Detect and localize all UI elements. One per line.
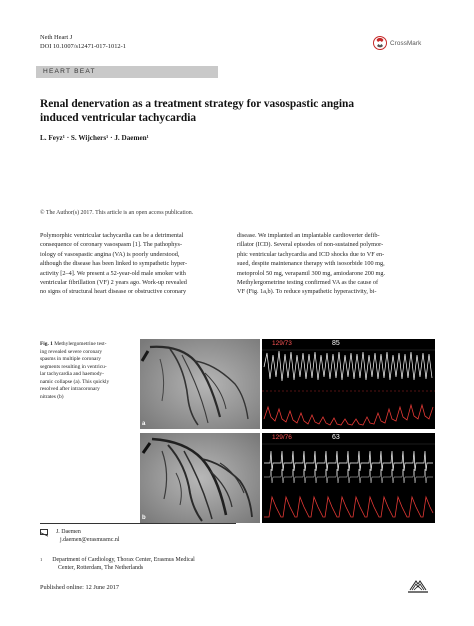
caption-line: lar tachycardia and haemody- — [40, 371, 104, 377]
text-line: disease. We implanted an implantable cardioverter defib- — [237, 232, 380, 239]
journal-name: Neth Heart J — [40, 34, 73, 41]
text-line: phic ventricular tachycardia and ICD shocks due to VF en- — [237, 250, 385, 258]
panel-letter-b: b — [142, 515, 146, 521]
text-line: consequence of coronary vasospasm [1]. The pathophys- — [40, 241, 183, 249]
text-line: metoprolol 50 mg, verapamil 300 mg, amiodarone 200 mg. — [237, 269, 386, 277]
corresponding-author: J. Daemen — [56, 529, 81, 535]
ecg-monitor-a — [262, 339, 435, 429]
heart-rate-readout-b: 63 — [332, 434, 340, 441]
author-list: L. Feyz¹ · S. Wijchers¹ · J. Daemen¹ — [40, 134, 149, 142]
section-bar — [36, 66, 218, 78]
affiliation-line: Department of Cardiology, Thorax Center, Erasmus Medical — [52, 557, 195, 563]
figure-1 — [140, 339, 435, 524]
caption-line: nitrates (b) — [40, 393, 64, 400]
caption-line: ing revealed severe coronary — [40, 348, 103, 355]
corresponding-email[interactable]: j.daemen@erasmusmc.nl — [60, 537, 120, 543]
crossmark-label: CrossMark — [390, 39, 422, 47]
text-line: activity [2–4]. We present a 52-year-old male smoker with — [40, 269, 186, 277]
text-line: ventricular fibrillation (VF) 2 years ago. Work-up revealed — [40, 279, 187, 287]
heart-rate-readout-a: 85 — [332, 340, 340, 347]
caption-line: Methylergometrine test- — [54, 341, 107, 347]
text-line: sued, despite maintenance therapy with isosorbide 100 mg, — [237, 260, 385, 268]
envelope-icon — [40, 529, 48, 535]
caption-line: namic collapse (a). This quickly — [40, 378, 110, 385]
text-line: iology of vasospastic angina (VA) is poorly understood, — [40, 250, 180, 258]
affiliation-number: 1 — [40, 557, 43, 562]
figure-panel-b — [140, 433, 435, 523]
section-label: HEART BEAT — [43, 67, 96, 75]
footnote-rule — [40, 523, 236, 524]
springer-logo-icon — [406, 578, 430, 594]
text-line: rillator (ICD). Several episodes of non-sustained polymor- — [237, 241, 384, 249]
caption-line: spasms in multiple coronary — [40, 356, 101, 362]
crossmark-badge[interactable] — [373, 36, 435, 50]
publication-date: Published online: 12 June 2017 — [40, 584, 120, 591]
correspondence — [40, 528, 119, 544]
copyright-notice: © The Author(s) 2017. This article is an open access publication. — [40, 210, 194, 216]
journal-header — [40, 33, 126, 51]
title-line: Renal denervation as a treatment strategy for vasospastic angina — [40, 98, 355, 110]
body-column-right — [237, 231, 434, 297]
body-column-left — [40, 231, 237, 297]
caption-line: resolved after intracoronary — [40, 386, 100, 392]
title-line: induced ventricular tachycardia — [40, 111, 197, 124]
text-line: Polymorphic ventricular tachycardia can be a detrimental — [40, 232, 184, 239]
ecg-monitor-b — [262, 433, 435, 523]
text-line: although the disease has been linked to sympathetic hyper- — [40, 260, 188, 268]
article-title — [40, 98, 440, 125]
affiliation-line: Center, Rotterdam, The Netherlands — [58, 565, 144, 572]
blood-pressure-readout-b: 129/76 — [272, 434, 292, 441]
text-line: Methylergometrine testing confirmed VA as the cause of — [237, 279, 379, 287]
text-line: VF (Fig. 1a,b). To reduce sympathetic hyperactivity, bi- — [237, 288, 377, 296]
crossmark-icon — [373, 36, 387, 50]
angiogram-image-a — [140, 339, 260, 429]
figure-panel-a — [140, 339, 435, 429]
angiogram-image-b — [140, 433, 260, 523]
blood-pressure-readout-a: 129/73 — [272, 340, 292, 347]
panel-letter-a: a — [142, 421, 146, 427]
caption-line: segments resulting in ventricu- — [40, 363, 107, 370]
figure-label: Fig. 1 — [40, 341, 53, 347]
figure-caption — [40, 341, 132, 401]
text-line: no signs of structural heart disease or obstructive coronary — [40, 288, 187, 296]
doi[interactable]: DOI 10.1007/s12471-017-1012-1 — [40, 43, 126, 50]
affiliation — [40, 556, 195, 572]
